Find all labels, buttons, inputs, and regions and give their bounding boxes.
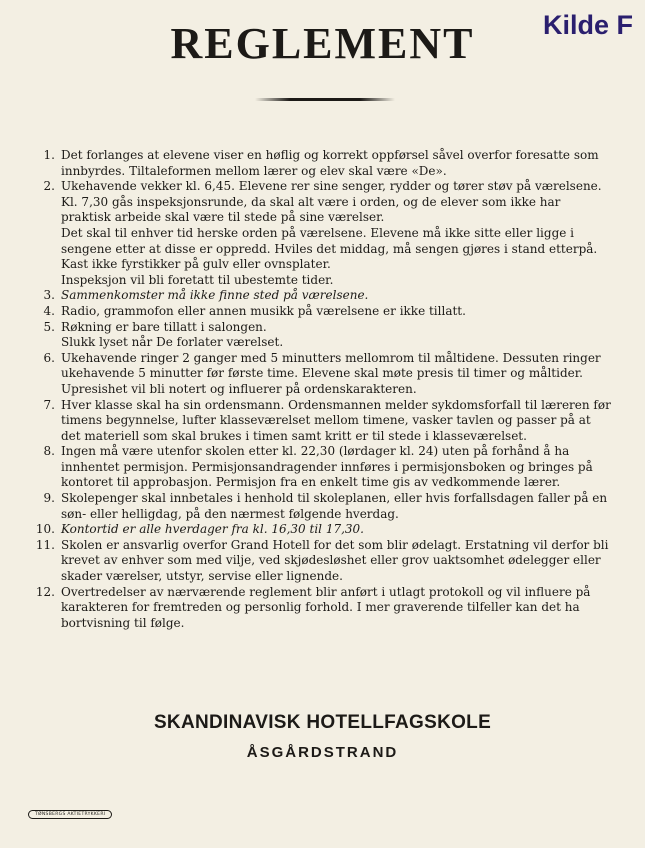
rule-paragraph: Kast ikke fyrstikker på gulv eller ovnsplater. bbox=[61, 257, 331, 272]
rule-paragraph: Slukk lyset når De forlater værelset. bbox=[61, 335, 284, 350]
rule-text bbox=[61, 522, 612, 538]
rule-item bbox=[32, 444, 612, 491]
rule-number: 1. bbox=[43, 148, 55, 162]
rule-number: 4. bbox=[43, 303, 55, 318]
rule-text bbox=[61, 585, 612, 632]
rule-text bbox=[61, 351, 612, 398]
rule-paragraph: Kontortid er alle hverdager fra kl. 16,30 til 17,30. bbox=[61, 522, 364, 537]
rule-item bbox=[32, 148, 612, 179]
rule-text bbox=[61, 288, 612, 304]
rule-item bbox=[32, 398, 612, 445]
rule-paragraph: Røkning er bare tillatt i salongen. bbox=[61, 319, 267, 334]
rule-number: 10. bbox=[35, 522, 55, 537]
rule-paragraph: Det skal til enhver tid herske orden på værelsene. Elevene må ikke sitte eller ligge i sengene etter at disse er oppredd. Hviles det middag, må sengen gjøres i stand etterpå. bbox=[61, 225, 598, 256]
rule-item bbox=[32, 585, 612, 632]
rule-text bbox=[61, 304, 612, 320]
rule-number: 2. bbox=[43, 179, 55, 194]
rule-paragraph: Skolen er ansvarlig overfor Grand Hotell for det som blir ødelagt. Erstatning vil derfor bli krevet av enhver som med vilje, ved skjødesløshet eller grov uaktsomhet ødelegger eller skader værelser, utstyr, servise eller lignende. bbox=[61, 537, 609, 584]
rule-number: 12. bbox=[35, 584, 55, 599]
rule-number: 7. bbox=[43, 397, 55, 412]
rule-paragraph: Det forlanges at elevene viser en høflig og korrekt oppførsel såvel overfor foresatte som innbyrdes. Tiltaleformen mellom lærer og elev skal være «De». bbox=[61, 148, 599, 178]
rule-text bbox=[61, 444, 612, 491]
rule-number: 3. bbox=[43, 288, 55, 303]
rule-paragraph: Inspeksjon vil bli foretatt til ubestemte tider. bbox=[61, 272, 334, 287]
rule-text bbox=[61, 320, 612, 351]
school-name: SKANDINAVISK HOTELLFAGSKOLE bbox=[153, 712, 492, 733]
printer-stamp: TØNSBERGS AKTIETRYKKERI bbox=[28, 810, 112, 819]
source-label: Kilde F bbox=[542, 10, 633, 40]
rule-paragraph: Radio, grammofon eller annen musikk på værelsene er ikke tillatt. bbox=[61, 303, 466, 318]
rule-item bbox=[32, 288, 612, 304]
rule-number: 11. bbox=[35, 537, 55, 552]
rule-paragraph: Sammenkomster må ikke finne sted på værelsene. bbox=[61, 288, 369, 303]
rule-item bbox=[32, 320, 612, 351]
rules-list bbox=[32, 148, 612, 631]
school-location: ÅSGÅRDSTRAND bbox=[246, 744, 399, 761]
title-divider bbox=[255, 98, 395, 101]
rule-paragraph: Overtredelser av nærværende reglement blir anført i utlagt protokoll og vil influere på karakteren for fremtreden og personlig forhold. I mer graverende tilfeller kan det ha bortvisning til følge. bbox=[61, 584, 591, 630]
rule-paragraph: Ukehavende ringer 2 ganger med 5 minutters mellomrom til måltidene. Dessuten ringer ukehavende 5 minutter før første time. Elevene skal møte presis til timer og måltider. Upresishet vil bli notert og influerer på ordenskarakteren. bbox=[61, 350, 601, 396]
page-title: REGLEMENT bbox=[170, 19, 475, 68]
rule-paragraph: Skolepenger skal innbetales i henhold til skoleplanen, eller hvis forfallsdagen faller på en søn- eller helligdag, på den nærmest følgende hverdag. bbox=[61, 491, 608, 521]
rule-number: 5. bbox=[43, 319, 55, 334]
rule-text bbox=[61, 538, 612, 585]
rule-item bbox=[32, 522, 612, 538]
rule-text bbox=[61, 491, 612, 522]
rule-text bbox=[61, 179, 612, 288]
rule-number: 6. bbox=[43, 350, 55, 365]
rule-item bbox=[32, 351, 612, 398]
rule-number: 9. bbox=[43, 491, 55, 506]
rule-text bbox=[61, 148, 612, 179]
rule-number: 8. bbox=[43, 444, 55, 459]
rule-item bbox=[32, 538, 612, 585]
rule-paragraph: Ukehavende vekker kl. 6,45. Elevene rer sine senger, rydder og tører støv på værelsene. Kl. 7,30 gås inspeksjonsrunde, da skal alt være i orden, og de elever som ikke har praktisk arbeide skal være til stede på sine værelser. bbox=[61, 179, 602, 225]
rule-text bbox=[61, 398, 612, 445]
rule-item bbox=[32, 304, 612, 320]
rule-paragraph: Hver klasse skal ha sin ordensmann. Ordensmannen melder sykdomsforfall til læreren før timens begynnelse, lufter klasseværelset mellom timene, vasker tavlen og passer på at det materiell som skal brukes i timen samt kritt er til stede i klasseværelset. bbox=[61, 397, 611, 443]
rule-paragraph: Ingen må være utenfor skolen etter kl. 22,30 (lørdager kl. 24) uten på forhånd å ha innhentet permisjon. Permisjonsandragender innføres i permisjonsboken og bringes på kontoret til approbasjon. Permisjon fra en enkelt time gis av vedkommende lærer. bbox=[61, 444, 593, 490]
rule-item bbox=[32, 179, 612, 288]
rule-item bbox=[32, 491, 612, 522]
